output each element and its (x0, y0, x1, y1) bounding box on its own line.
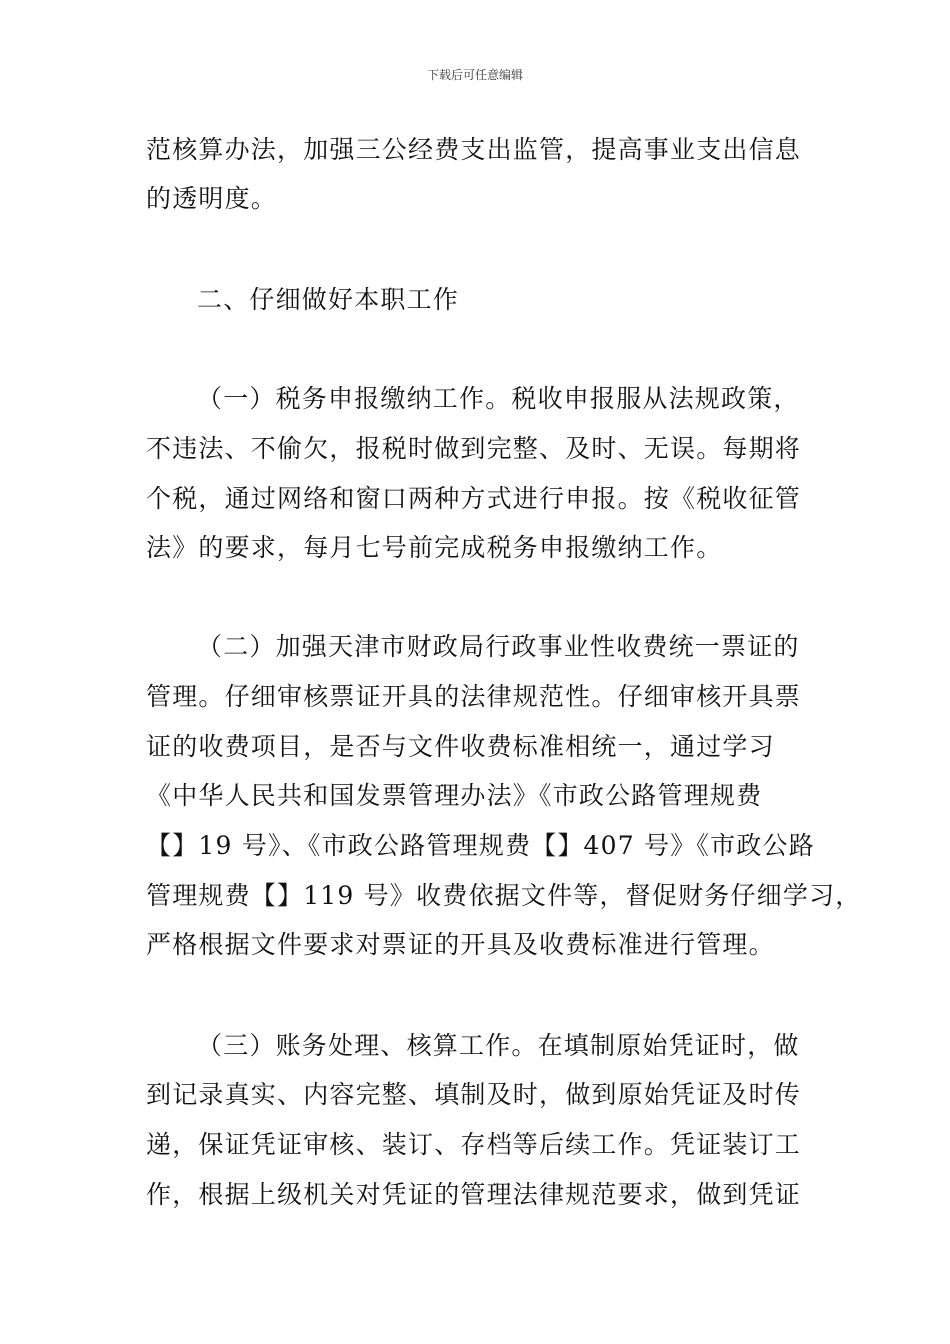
paragraph-3-line-2: 不违法、不偷欠，报税时做到完整、及时、无误。每期将 (146, 434, 802, 463)
paragraph-4-line-7: 严格根据文件要求对票证的开具及收费标准进行管理。 (146, 930, 775, 959)
paragraph-4-line-4: 《中华人民共和国发票管理办法》《市政公路管理规费 (146, 781, 763, 810)
paragraph-4-line-5: 【】19 号》、《市政公路管理规费【】407 号》《市政公路 (146, 831, 815, 860)
paragraph-4-line-1: （二）加强天津市财政局行政事业性收费统一票证的 (197, 632, 800, 661)
paragraph-1-line-2: 的透明度。 (146, 184, 278, 213)
paragraph-3-line-3: 个税，通过网络和窗口两种方式进行申报。按《税收征管 (146, 484, 802, 513)
page-header: 下载后可任意编辑 (426, 68, 523, 82)
paragraph-4-line-3: 证的收费项目，是否与文件收费标准相统一，通过学习 (146, 732, 775, 761)
paragraph-5-line-4: 作，根据上级机关对凭证的管理法律规范要求，做到凭证 (146, 1180, 802, 1209)
paragraph-5-line-3: 递，保证凭证审核、装订、存档等后续工作。凭证装订工 (146, 1130, 802, 1159)
paragraph-3-line-4: 法》的要求，每月七号前完成税务申报缴纳工作。 (146, 533, 723, 562)
paragraph-3-line-1: （一）税务申报缴纳工作。税收申报服从法规政策， (197, 384, 800, 413)
paragraph-1-line-1: 范核算办法，加强三公经费支出监管，提高事业支出信息 (146, 135, 802, 164)
paragraph-4-line-6: 管理规费【】119 号》收费依据文件等，督促财务仔细学习， (146, 881, 862, 910)
section-heading: 二、仔细做好本职工作 (197, 285, 460, 314)
paragraph-5-line-1: （三）账务处理、核算工作。在填制原始凭证时，做 (197, 1031, 800, 1060)
paragraph-4-line-2: 管理。仔细审核票证开具的法律规范性。仔细审核开具票 (146, 682, 802, 711)
paragraph-5-line-2: 到记录真实、内容完整、填制及时，做到原始凭证及时传 (146, 1080, 802, 1109)
